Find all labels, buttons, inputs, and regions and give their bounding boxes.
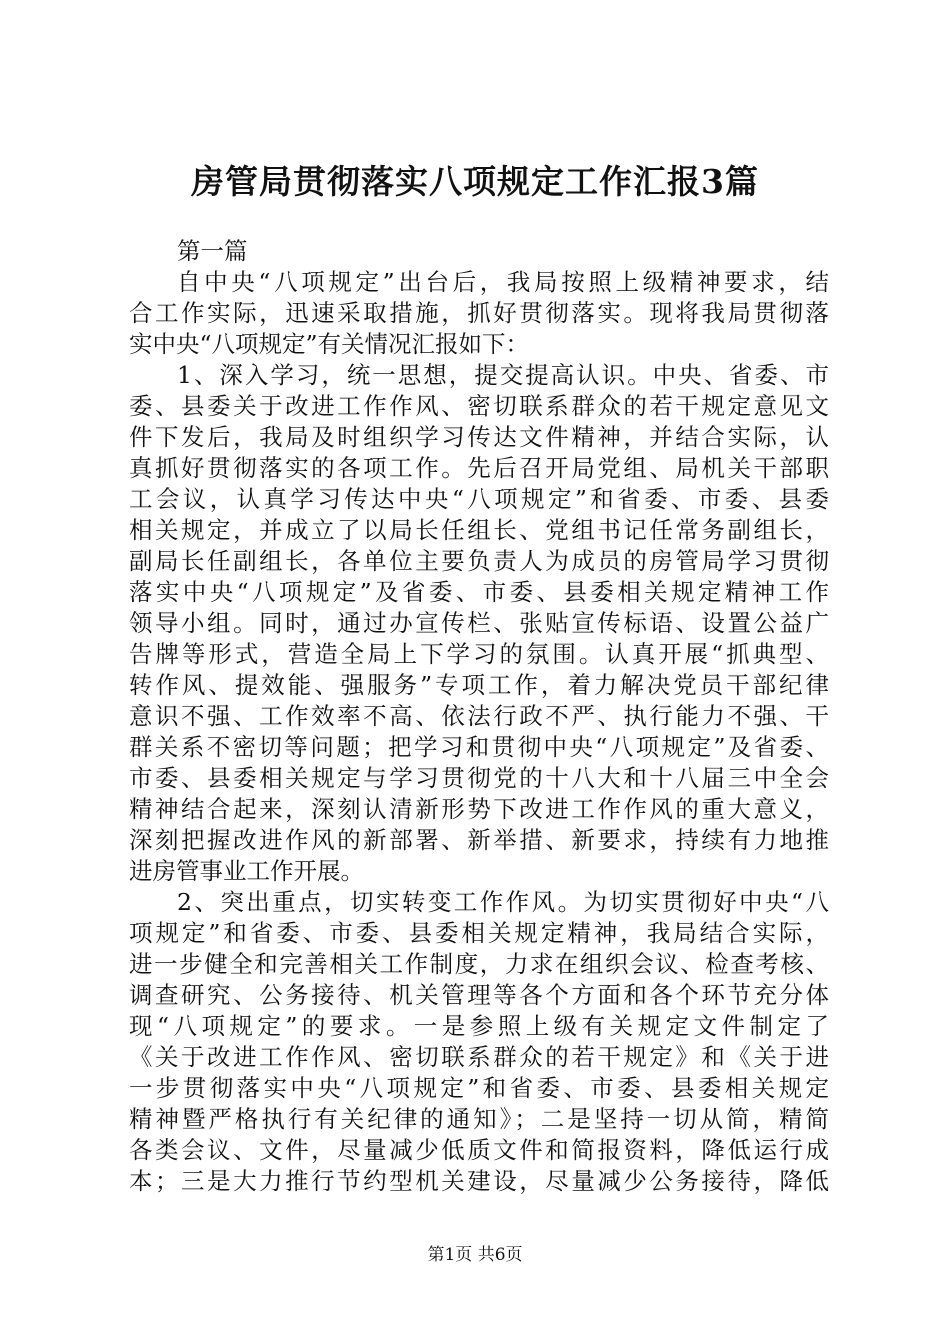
text-line: 转作风、提效能、强服务”专项工作，着力解决党员干部纪律 <box>129 671 829 699</box>
text-line: 各类会议、文件，尽量减少低质文件和简报资料，降低运行成 <box>129 1136 829 1164</box>
text-line: 项规定”和省委、市委、县委相关规定精神，我局结合实际， <box>129 919 829 947</box>
text-line: 调查研究、公务接待、机关管理等各个方面和各个环节充分体 <box>129 981 829 1009</box>
text-line: 市委、县委相关规定与学习贯彻党的十八大和十八届三中全会 <box>129 764 829 792</box>
text-line: 《关于改进工作作风、密切联系群众的若干规定》和《关于进 <box>129 1043 829 1071</box>
text-line: 2、突出重点，切实转变工作作风。为切实贯彻好中央“八 <box>177 888 829 916</box>
text-line: 第一篇 <box>177 237 248 265</box>
text-line: 相关规定，并成立了以局长任组长、党组书记任常务副组长， <box>129 516 829 544</box>
text-line: 一步贯彻落实中央“八项规定”和省委、市委、县委相关规定 <box>129 1074 829 1102</box>
text-line: 副局长任副组长，各单位主要负责人为成员的房管局学习贯彻 <box>129 547 829 575</box>
document-title: 房管局贯彻落实八项规定工作汇报3篇 <box>191 162 759 201</box>
text-line: 精神结合起来，深刻认清新形势下改进工作作风的重大意义， <box>129 795 829 823</box>
text-line: 告牌等形式，营造全局上下学习的氛围。认真开展“抓典型、 <box>129 640 829 668</box>
text-line: 委、县委关于改进工作作风、密切联系群众的若干规定意见文 <box>129 392 829 420</box>
text-line: 合工作实际，迅速采取措施，抓好贯彻落实。现将我局贯彻落 <box>129 299 829 327</box>
text-line: 领导小组。同时，通过办宣传栏、张贴宣传标语、设置公益广 <box>129 609 829 637</box>
text-line: 群关系不密切等问题；把学习和贯彻中央“八项规定”及省委、 <box>129 733 829 761</box>
text-line: 1、深入学习，统一思想，提交提高认识。中央、省委、市 <box>177 361 829 389</box>
text-line: 精神暨严格执行有关纪律的通知》；二是坚持一切从简，精简 <box>129 1105 829 1133</box>
text-line: 工会议，认真学习传达中央“八项规定”和省委、市委、县委 <box>129 485 829 513</box>
text-line: 落实中央“八项规定”及省委、市委、县委相关规定精神工作 <box>129 578 829 606</box>
text-line: 真抓好贯彻落实的各项工作。先后召开局党组、局机关干部职 <box>129 454 829 482</box>
text-line: 深刻把握改进作风的新部署、新举措、新要求，持续有力地推 <box>129 826 829 854</box>
text-line: 进一步健全和完善相关工作制度，力求在组织会议、检查考核、 <box>129 950 829 978</box>
text-line: 意识不强、工作效率不高、依法行政不严、执行能力不强、干 <box>129 702 829 730</box>
text-line: 件下发后，我局及时组织学习传达文件精神，并结合实际，认 <box>129 423 829 451</box>
document-body <box>129 236 829 1197</box>
page-footer: 第1页 共6页 <box>427 1245 523 1265</box>
text-line: 实中央“八项规定”有关情况汇报如下： <box>129 330 530 358</box>
text-line: 现“八项规定”的要求。一是参照上级有关规定文件制定了 <box>129 1012 829 1040</box>
text-line: 本；三是大力推行节约型机关建设，尽量减少公务接待，降低 <box>129 1167 829 1195</box>
text-line: 进房管事业工作开展。 <box>129 857 364 885</box>
text-line: 自中央“八项规定”出台后，我局按照上级精神要求，结 <box>177 268 829 296</box>
